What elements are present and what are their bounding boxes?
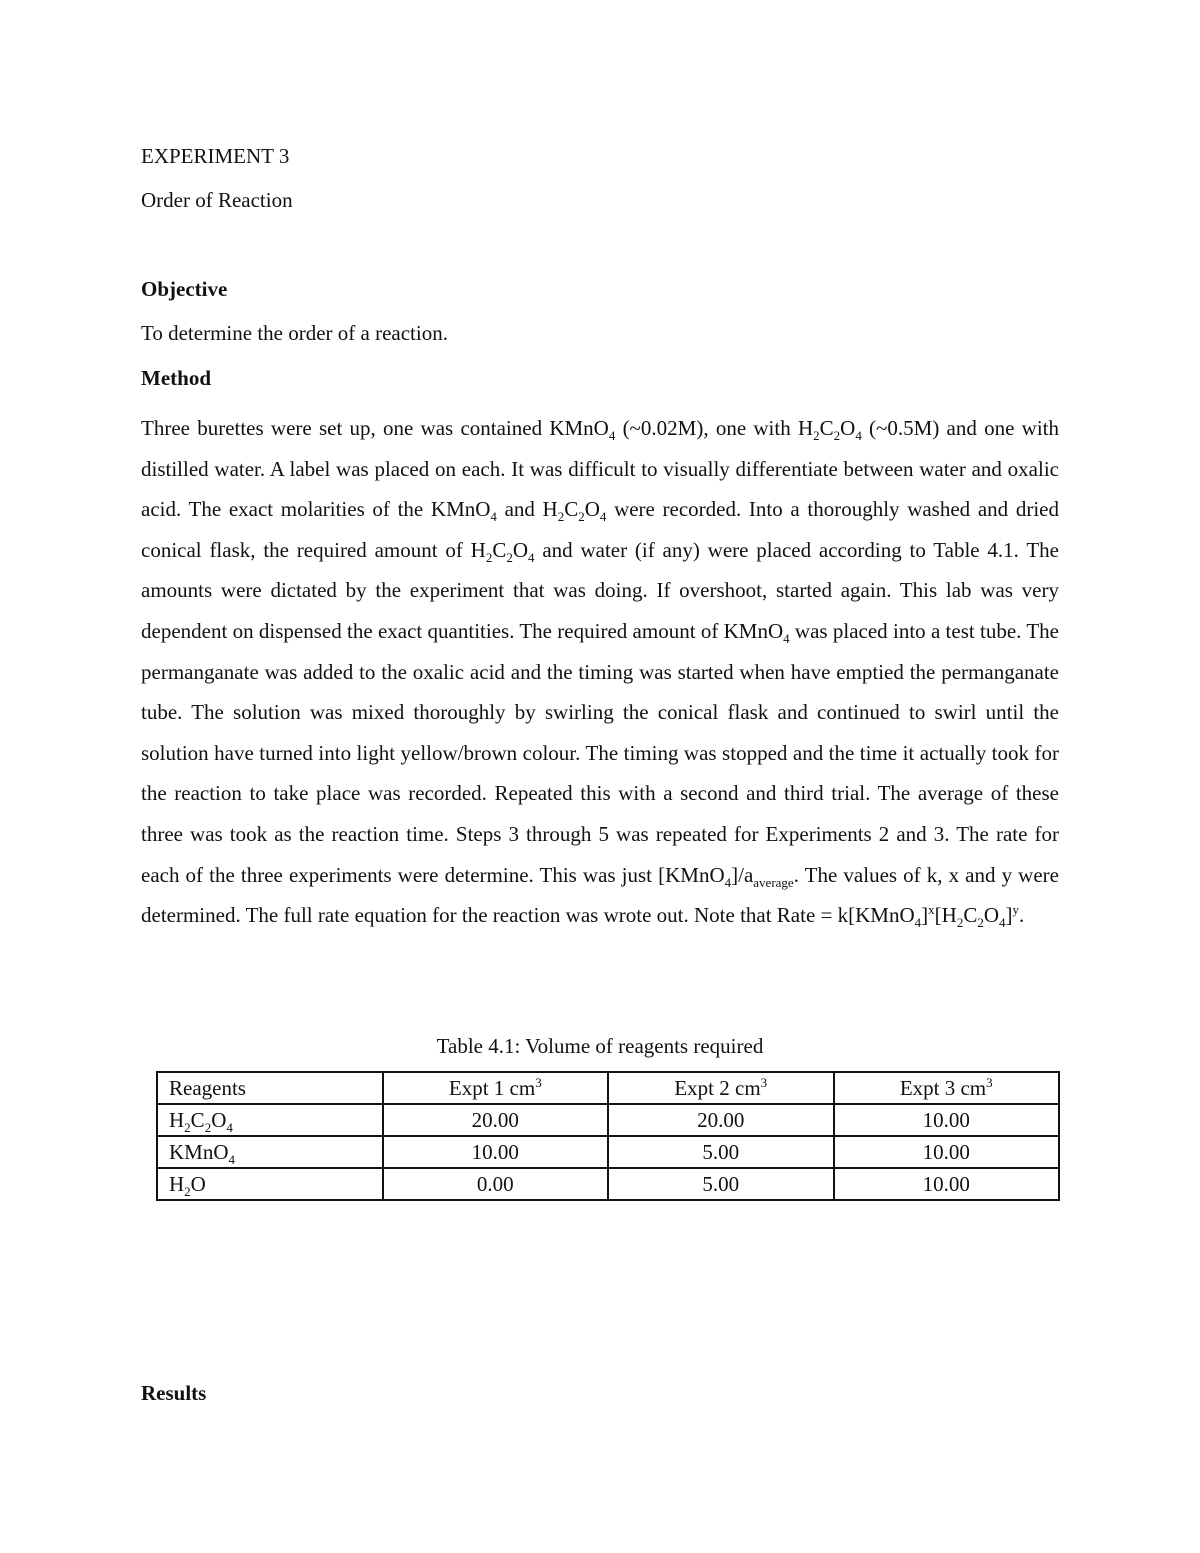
reagent-cell-permanganate: KMnO$_4$ [157,1136,383,1168]
objective-heading: Objective [141,277,228,301]
method-paragraph: Three burettes were set up, one was contained KMnO$_4$ (~0.02M), one with $H_2C_2O_4$ (~0.5M) and one with distilled water. A label was placed on each. It was difficult to visually differentiate between water and oxalic acid. The exact molarities of the KMnO$_4$ and $H_2C_2O_4$ were recorded. Into a thoroughly washed and dried conical flask, the required amount of $H_2C_2O_4$ and water (if any) were placed according to Table 4.1. The amounts were dictated by the experiment that was doing. If overshoot, started again. This lab was very dependent on dispensed the exact quantities. The required amount of KMnO$_4$ was placed into a test tube. The permanganate was added to the oxalic acid and the timing was started when have emptied the permanganate tube. The solution was mixed thoroughly by swirling the conical flask and continued to swirl until the solution have turned into light yellow/brown colour. The timing was stopped and the time it actually took for the reaction to take place was recorded. Repeated this with a second and third trial. The average of these three was took as the reaction time. Steps 3 through 5 was repeated for Experiments 2 and 3. The rate for each of the three experiments were determine. This was just $[KMnO_4]/a_{average}$. The values of k, x and y were determined. The full rate equation for the reaction was wrote out. Note that Rate = $k[KMnO_4]^x[H_2C_2O_4]^y$. [141,416,1060,931]
objective-text: To determine the order of a reaction. [141,321,448,345]
table-header-row [157,1072,1059,1104]
reagent-cell-water: $H_2O$ [157,1168,383,1200]
value-cell: 10.00 [834,1168,1060,1200]
header-cell-expt-2: Expt 2 $cm^3$ [608,1072,833,1104]
value-cell: 20.00 [608,1104,833,1136]
header-cell-expt-1: Expt 1 $cm^3$ [383,1072,608,1104]
header-cell-reagents: Reagents [157,1072,383,1104]
table-row [157,1168,1059,1200]
value-cell: 10.00 [383,1136,608,1168]
method-heading: Method [141,366,211,390]
reagents-table [156,1071,1060,1201]
reagent-cell-oxalic-acid: $H_2C_2O_4$ [157,1104,383,1136]
value-cell: 10.00 [834,1136,1060,1168]
table-row [157,1104,1059,1136]
header-cell-expt-3: Expt 3 $cm^3$ [834,1072,1060,1104]
table-row [157,1136,1059,1168]
value-cell: 10.00 [834,1104,1060,1136]
value-cell: 5.00 [608,1168,833,1200]
value-cell: 5.00 [608,1136,833,1168]
results-heading: Results [141,1381,207,1405]
value-cell: 0.00 [383,1168,608,1200]
value-cell: 20.00 [383,1104,608,1136]
experiment-subtitle: Order of Reaction [141,188,293,212]
table-caption: Table 4.1: Volume of reagents required [436,1034,764,1058]
experiment-title: EXPERIMENT 3 [141,144,290,168]
